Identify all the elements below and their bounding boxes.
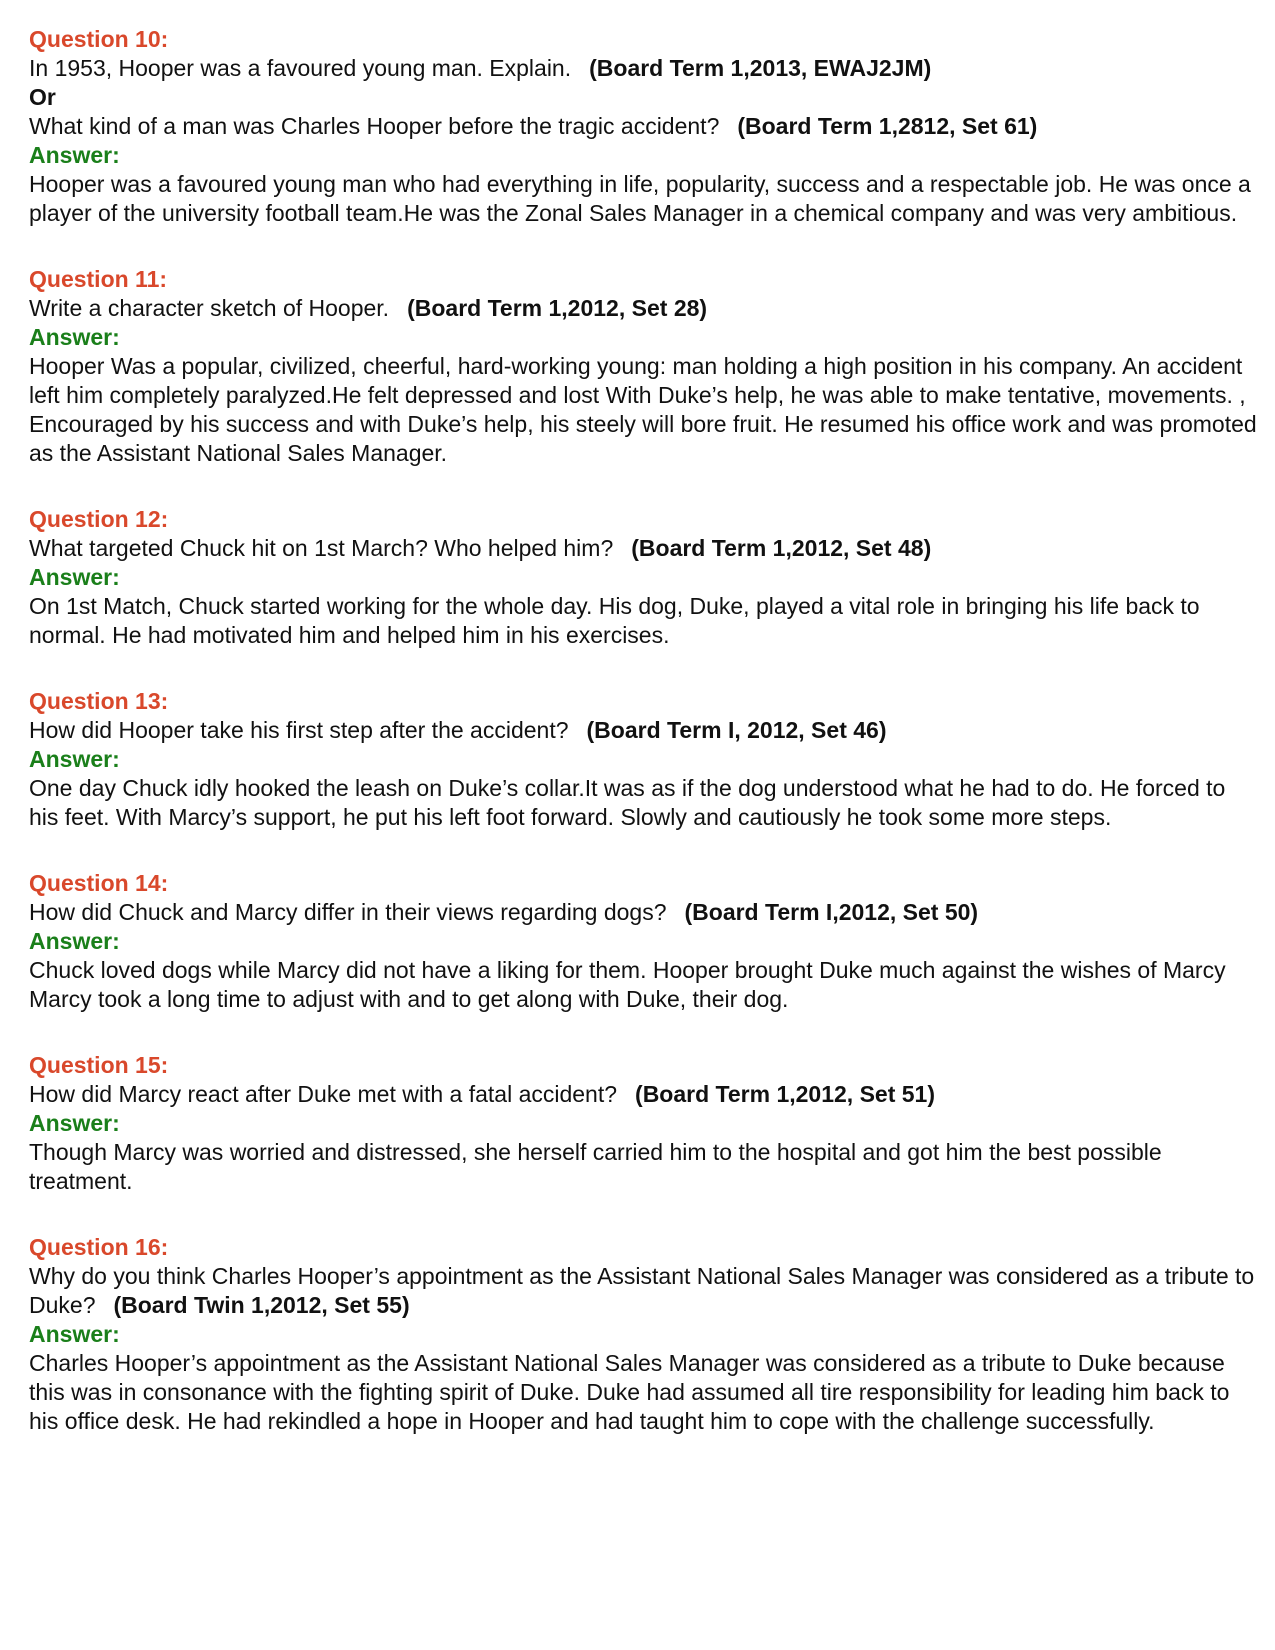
question-alt-text-body: What kind of a man was Charles Hooper before the tragic accident? [29,113,720,139]
question-label: Question 10: [29,26,169,52]
question-text [29,54,1257,83]
question-text [29,716,1257,745]
question-reference: (Board Term 1,2013, EWAJ2JM) [589,55,932,81]
answer-label: Answer: [29,324,120,350]
answer-paragraph: Hooper Was a popular, civilized, cheerful, hard-working young: man holding a high position in his company. An accident left him completely paralyzed.He felt depressed and lost With Duke’s help, he was able to make tentative, movements. , [29,353,1246,408]
answer-paragraph: On 1st Match, Chuck started working for the whole day. His dog, Duke, played a vital role in bringing his life back to normal. He had motivated him and helped him in his exercises. [29,593,1200,648]
question-text-body: Why do you think Charles Hooper’s appointment as the Assistant National Sales Manager was considered as a tribute to Duke? [29,1263,1255,1318]
question-text [29,898,1257,927]
question-block-15 [29,1051,1257,1196]
question-block-14 [29,869,1257,1014]
question-alt-text [29,112,1257,141]
question-reference: (Board Term 1,2012, Set 51) [635,1081,936,1107]
question-text-body: What targeted Chuck hit on 1st March? Who helped him? [29,535,614,561]
answer-label: Answer: [29,142,120,168]
question-text [29,1262,1257,1320]
answer-label: Answer: [29,564,120,590]
answer-paragraph: Hooper was a favoured young man who had everything in life, popularity, success and a respectable job. He was once a player of the university football team.He was the Zonal Sales Manager in a chemical company and was very ambitious. [29,171,1251,226]
question-label: Question 15: [29,1052,169,1078]
answer-label: Answer: [29,928,120,954]
question-block-13 [29,687,1257,832]
question-text-body: How did Chuck and Marcy differ in their views regarding dogs? [29,899,667,925]
question-label: Question 11: [29,266,168,292]
answer-paragraph: Chuck loved dogs while Marcy did not have a liking for them. Hooper brought Duke much against the wishes of Marcy Marcy took a long time to adjust with and to get along with Duke, their dog. [29,957,1226,1012]
question-text [29,534,1257,563]
question-text [29,1080,1257,1109]
question-text-body: Write a character sketch of Hooper. [29,295,390,321]
question-text-body: In 1953, Hooper was a favoured young man. Explain. [29,55,572,81]
question-text-body: How did Marcy react after Duke met with a fatal accident? [29,1081,618,1107]
question-label: Question 14: [29,870,169,896]
answer-label: Answer: [29,1321,120,1347]
question-label: Question 12: [29,506,169,532]
answer-paragraph: Encouraged by his success and with Duke’s help, his steely will bore fruit. He resumed his office work and was promoted as the Assistant National Sales Manager. [29,411,1257,466]
answer-label: Answer: [29,1110,120,1136]
document-page [29,25,1257,1473]
question-block-16 [29,1233,1257,1436]
question-alt-reference: (Board Term 1,2812, Set 61) [737,113,1038,139]
question-block-10 [29,25,1257,228]
answer-paragraph: Charles Hooper’s appointment as the Assistant National Sales Manager was considered as a tribute to Duke because this was in consonance with the fighting spirit of Duke. Duke had assumed all tire responsibility for leading him back to his office desk. He had rekindled a hope in Hooper and had taught him to cope with the challenge successfully. [29,1350,1230,1434]
answer-paragraph: One day Chuck idly hooked the leash on Duke’s collar.It was as if the dog understood what he had to do. He forced to his feet. With Marcy’s support, he put his left foot forward. Slowly and cautiously he took some more steps. [29,775,1226,830]
answer-paragraph: Though Marcy was worried and distressed, she herself carried him to the hospital and got him the best possible treatment. [29,1139,1162,1194]
question-reference: (Board Term I,2012, Set 50) [684,899,979,925]
question-label: Question 16: [29,1234,169,1260]
or-label: Or [29,84,56,110]
question-text-body: How did Hooper take his first step after the accident? [29,717,569,743]
question-block-11 [29,265,1257,468]
question-block-12 [29,505,1257,650]
question-reference: (Board Term 1,2012, Set 48) [631,535,932,561]
question-reference: (Board Term 1,2012, Set 28) [407,295,708,321]
question-label: Question 13: [29,688,169,714]
question-reference: (Board Term I, 2012, Set 46) [586,717,887,743]
question-reference: (Board Twin 1,2012, Set 55) [113,1292,410,1318]
answer-label: Answer: [29,746,120,772]
question-text [29,294,1257,323]
